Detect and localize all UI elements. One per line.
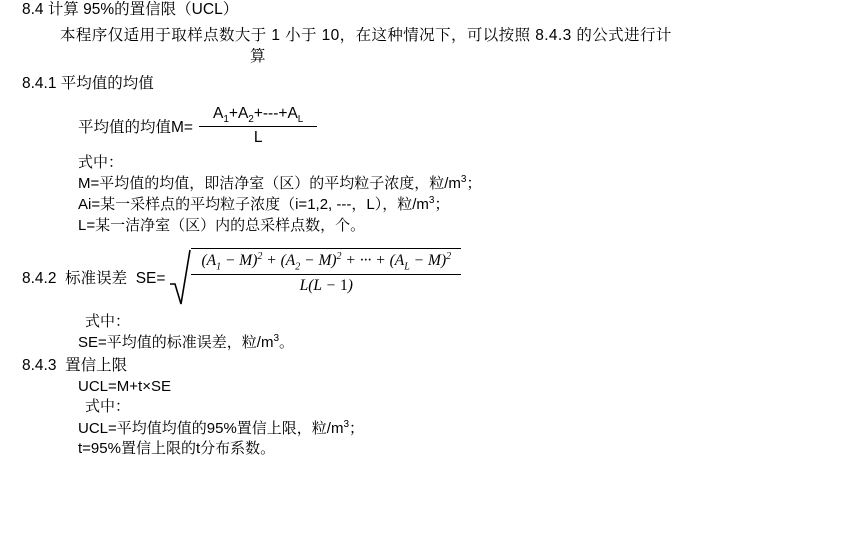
radical-sign-icon bbox=[169, 248, 191, 306]
definition-m-end: ； bbox=[466, 175, 482, 193]
definition-t: t=95%置信上限的t分布系数。 bbox=[78, 439, 276, 457]
middle-dots: +---+ bbox=[253, 104, 288, 122]
al-base: A bbox=[287, 104, 298, 122]
definition-se bbox=[78, 332, 855, 353]
definition-ai bbox=[78, 194, 855, 215]
radicand-denominator: L(L − 1) bbox=[299, 277, 353, 295]
where-label-8-4-3: 式中： bbox=[85, 398, 131, 416]
definition-se-end: 。 bbox=[279, 334, 295, 352]
definition-m bbox=[78, 173, 855, 194]
definition-m-superscript: 3 bbox=[460, 174, 467, 186]
ucl-formula: UCL=M+t×SE bbox=[78, 378, 171, 396]
section-8-4-heading: 8.4 计算 95%的置信限（UCL） bbox=[22, 1, 239, 18]
section-8-4-2-row bbox=[22, 248, 855, 306]
definition-m-text: M=平均值的均值，即洁净室（区）的平均粒子浓度，粒/m bbox=[78, 175, 461, 193]
mean-formula-fraction bbox=[199, 105, 317, 147]
definition-ucl bbox=[78, 418, 855, 439]
a2-base: A bbox=[237, 104, 249, 122]
definition-se-text: SE=平均值的标准误差，粒/m bbox=[78, 334, 274, 352]
plus-1: + bbox=[228, 104, 238, 122]
a2-subscript: 2 bbox=[248, 113, 254, 125]
definition-ucl-text: UCL=平均值均值的95%置信上限，粒/m bbox=[78, 419, 344, 437]
standard-error-formula bbox=[169, 248, 461, 306]
definition-ai-end: ； bbox=[434, 196, 450, 214]
section-8-4-intro-line-2: 算 bbox=[250, 47, 266, 65]
section-8-4-3-heading: 8.4.3 置信上限 bbox=[22, 357, 128, 375]
mean-formula-label: 平均值的均值M= bbox=[78, 118, 193, 136]
mean-formula-denominator: L bbox=[253, 128, 263, 146]
a1-base: A bbox=[212, 104, 224, 122]
definition-ai-text: Ai=某一采样点的平均粒子浓度（i=1,2, ---，L），粒/m bbox=[78, 196, 429, 214]
al-subscript: L bbox=[297, 113, 304, 125]
section-8-4-intro-line-1: 本程序仅适用于取样点数大于 1 小于 10，在这种情况下，可以按照 8.4.3 的公式进行计 bbox=[60, 26, 672, 44]
definition-l: L=某一洁净室（区）内的总采样点数，个。 bbox=[78, 216, 366, 234]
radicand-numerator: $(A_1 - M)^2 + (A_2 - M)^2$ + ··· + $(A_L - M)^2$ bbox=[201, 250, 452, 273]
mean-formula bbox=[78, 105, 855, 147]
section-8-4-1-heading: 8.4.1 平均值的均值 bbox=[22, 74, 154, 92]
a1-subscript: 1 bbox=[223, 113, 229, 125]
definition-ucl-superscript: 3 bbox=[343, 418, 350, 430]
mean-formula-numerator bbox=[199, 105, 317, 126]
where-label-8-4-2: 式中： bbox=[85, 312, 131, 330]
section-8-4-2-heading: 8.4.2 标准误差 SE= bbox=[22, 269, 166, 287]
radicand bbox=[191, 248, 461, 306]
definition-se-superscript: 3 bbox=[273, 333, 279, 345]
definition-ai-superscript: 3 bbox=[428, 195, 435, 207]
where-label-8-4-1: 式中： bbox=[78, 153, 124, 171]
definition-ucl-end: ； bbox=[349, 419, 365, 437]
